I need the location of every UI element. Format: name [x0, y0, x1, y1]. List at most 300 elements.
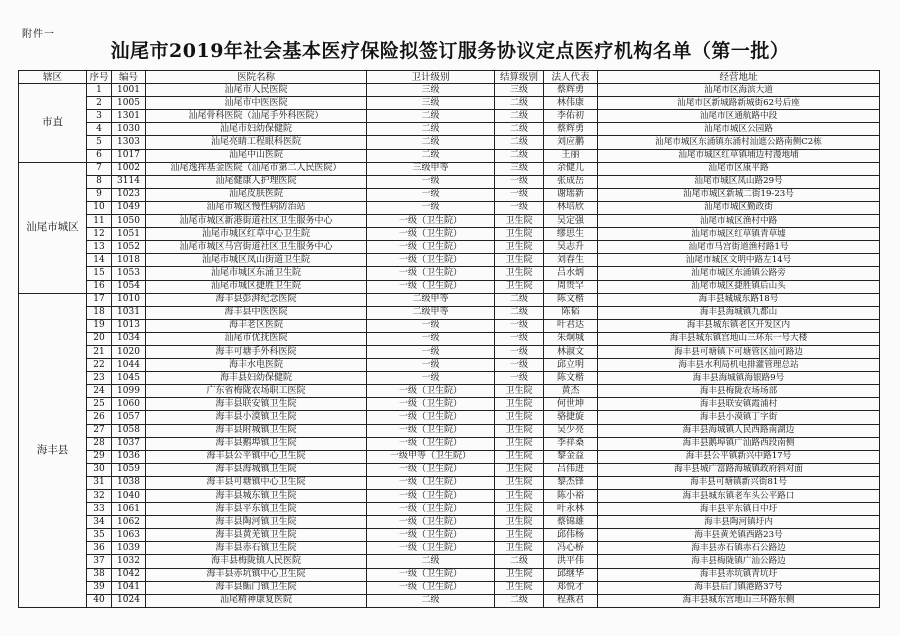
hospital-name-cell: 海丰县鹅埠镇卫生院: [146, 437, 367, 450]
row-code-cell: 3114: [112, 175, 146, 188]
address-cell: 海丰县赤坑镇青坑圩: [598, 568, 880, 581]
legal-rep-cell: 李佑初: [544, 110, 598, 123]
row-code-cell: 1303: [112, 136, 146, 149]
legal-rep-cell: 缪思生: [544, 228, 598, 241]
health-level-cell: 一级（卫生院）: [367, 516, 495, 529]
health-level-cell: 三级: [367, 84, 495, 97]
hospital-name-cell: 汕尾市城区凤山街道卫生院: [146, 254, 367, 267]
row-code-cell: 1020: [112, 345, 146, 358]
health-level-cell: 一级（卫生院）: [367, 529, 495, 542]
row-index-cell: 14: [87, 254, 112, 267]
table-row: [19, 437, 880, 450]
row-index-cell: 25: [87, 398, 112, 411]
legal-rep-cell: 骆捷旋: [544, 411, 598, 424]
table-row: [19, 267, 880, 280]
row-index-cell: 26: [87, 411, 112, 424]
row-index-cell: 13: [87, 241, 112, 254]
legal-rep-cell: 邱伟杨: [544, 529, 598, 542]
settlement-level-cell: 卫生院: [495, 476, 544, 489]
address-cell: 海丰县城东镇老区开发区内: [598, 319, 880, 332]
row-code-cell: 1024: [112, 594, 146, 607]
table-row: [19, 398, 880, 411]
hospital-name-cell: 汕尾健康人护理医院: [146, 175, 367, 188]
settlement-level-cell: 卫生院: [495, 503, 544, 516]
health-level-cell: 一级: [367, 175, 495, 188]
legal-rep-cell: 王丽: [544, 149, 598, 162]
legal-rep-cell: 李祥桑: [544, 437, 598, 450]
row-code-cell: 1010: [112, 293, 146, 306]
row-code-cell: 1301: [112, 110, 146, 123]
header-settlement-level: 结算级别: [495, 71, 544, 84]
hospital-name-cell: 汕尾市妇幼保健院: [146, 123, 367, 136]
hospital-name-cell: 海丰县小漠镇卫生院: [146, 411, 367, 424]
settlement-level-cell: 一级: [495, 188, 544, 201]
address-cell: 汕尾市城区红草镇青草墟: [598, 228, 880, 241]
region-cell: 汕尾市城区: [19, 162, 87, 293]
hospital-name-cell: 海丰县附城镇卫生院: [146, 424, 367, 437]
row-index-cell: 1: [87, 84, 112, 97]
health-level-cell: 一级（卫生院）: [367, 254, 495, 267]
legal-rep-cell: 林伟康: [544, 97, 598, 110]
row-index-cell: 18: [87, 306, 112, 319]
hospital-table: [18, 70, 880, 608]
row-code-cell: 1001: [112, 84, 146, 97]
settlement-level-cell: 卫生院: [495, 411, 544, 424]
row-code-cell: 1052: [112, 241, 146, 254]
hospital-name-cell: 海丰老区医院: [146, 319, 367, 332]
health-level-cell: 一级（卫生院）: [367, 411, 495, 424]
settlement-level-cell: 卫生院: [495, 424, 544, 437]
table-row: [19, 476, 880, 489]
row-index-cell: 3: [87, 110, 112, 123]
table-row: [19, 123, 880, 136]
health-level-cell: 三级: [367, 97, 495, 110]
address-cell: 汕尾市城区公园路: [598, 123, 880, 136]
row-code-cell: 1063: [112, 529, 146, 542]
settlement-level-cell: 二级: [495, 136, 544, 149]
health-level-cell: 一级: [367, 201, 495, 214]
table-row: [19, 162, 880, 175]
row-code-cell: 1034: [112, 332, 146, 345]
health-level-cell: 一级（卫生院）: [367, 503, 495, 516]
legal-rep-cell: 谢瑶新: [544, 188, 598, 201]
hospital-name-cell: 汕尾市城区马宫街道社区卫生服务中心: [146, 241, 367, 254]
table-row: [19, 319, 880, 332]
row-index-cell: 12: [87, 228, 112, 241]
health-level-cell: 二级: [367, 123, 495, 136]
row-code-cell: 1049: [112, 201, 146, 214]
row-index-cell: 10: [87, 201, 112, 214]
legal-rep-cell: 黎金益: [544, 450, 598, 463]
address-cell: 汕尾市城区文明中路左14号: [598, 254, 880, 267]
row-code-cell: 1051: [112, 228, 146, 241]
row-code-cell: 1044: [112, 359, 146, 372]
legal-rep-cell: 陈小裕: [544, 490, 598, 503]
hospital-name-cell: 海丰县妇幼保健院: [146, 372, 367, 385]
row-index-cell: 30: [87, 463, 112, 476]
table-row: [19, 345, 880, 358]
table-row: [19, 581, 880, 594]
legal-rep-cell: 程燕君: [544, 594, 598, 607]
health-level-cell: 一级（卫生院）: [367, 267, 495, 280]
header-hospital-name: 医院名称: [146, 71, 367, 84]
hospital-name-cell: 汕尾逸挥基金医院（汕尾市第二人民医院）: [146, 162, 367, 175]
address-cell: 海丰县陶河镇圩内: [598, 516, 880, 529]
address-cell: 海丰县小漠镇丁字街: [598, 411, 880, 424]
table-row: [19, 490, 880, 503]
hospital-name-cell: 海丰县可塘镇中心卫生院: [146, 476, 367, 489]
address-cell: 汕尾市城区凤山路29号: [598, 175, 880, 188]
table-row: [19, 254, 880, 267]
row-code-cell: 1062: [112, 516, 146, 529]
row-index-cell: 22: [87, 359, 112, 372]
table-row: [19, 463, 880, 476]
row-index-cell: 7: [87, 162, 112, 175]
row-index-cell: 20: [87, 332, 112, 345]
row-code-cell: 1099: [112, 385, 146, 398]
settlement-level-cell: 卫生院: [495, 385, 544, 398]
address-cell: 海丰县城东宫地山三环路东侧: [598, 594, 880, 607]
table-row: [19, 84, 880, 97]
address-cell: 汕尾市马宫街道渔村路1号: [598, 241, 880, 254]
table-row: [19, 280, 880, 293]
address-cell: 海丰县海城镇海银路9号: [598, 372, 880, 385]
health-level-cell: 二级: [367, 136, 495, 149]
table-row: [19, 555, 880, 568]
address-cell: 海丰县公平镇新兴中路17号: [598, 450, 880, 463]
table-row: [19, 372, 880, 385]
row-index-cell: 32: [87, 490, 112, 503]
row-code-cell: 1002: [112, 162, 146, 175]
hospital-name-cell: 海丰县赤坑镇中心卫生院: [146, 568, 367, 581]
row-index-cell: 31: [87, 476, 112, 489]
health-level-cell: 一级（卫生院）: [367, 568, 495, 581]
row-index-cell: 9: [87, 188, 112, 201]
row-code-cell: 1041: [112, 581, 146, 594]
legal-rep-cell: 吴志升: [544, 241, 598, 254]
address-cell: 海丰县梅陇镇广汕公路边: [598, 555, 880, 568]
legal-rep-cell: 冯心桥: [544, 542, 598, 555]
header-index: 序号: [87, 71, 112, 84]
row-index-cell: 2: [87, 97, 112, 110]
legal-rep-cell: 蔡辉勇: [544, 123, 598, 136]
settlement-level-cell: 卫生院: [495, 450, 544, 463]
settlement-level-cell: 卫生院: [495, 241, 544, 254]
settlement-level-cell: 一级: [495, 372, 544, 385]
row-index-cell: 33: [87, 503, 112, 516]
health-level-cell: 二级: [367, 149, 495, 162]
address-cell: 海丰县赤石镇赤石公路边: [598, 542, 880, 555]
table-row: [19, 293, 880, 306]
row-index-cell: 23: [87, 372, 112, 385]
settlement-level-cell: 二级: [495, 293, 544, 306]
hospital-name-cell: 海丰县海城镇卫生院: [146, 463, 367, 476]
health-level-cell: 一级（卫生院）: [367, 581, 495, 594]
table-row: [19, 201, 880, 214]
header-health-level: 卫计级别: [367, 71, 495, 84]
address-cell: 汕尾市城区新城二街19-23号: [598, 188, 880, 201]
header-address: 经营地址: [598, 71, 880, 84]
legal-rep-cell: 林淑文: [544, 345, 598, 358]
legal-rep-cell: 叶君达: [544, 319, 598, 332]
address-cell: 海丰县城东镇宫地山三环东一号大楼: [598, 332, 880, 345]
health-level-cell: 二级: [367, 555, 495, 568]
legal-rep-cell: 洪平伟: [544, 555, 598, 568]
row-index-cell: 19: [87, 319, 112, 332]
health-level-cell: 三级甲等: [367, 162, 495, 175]
table-row: [19, 424, 880, 437]
row-code-cell: 1059: [112, 463, 146, 476]
health-level-cell: 一级（卫生院）: [367, 398, 495, 411]
row-code-cell: 1057: [112, 411, 146, 424]
settlement-level-cell: 一级: [495, 332, 544, 345]
hospital-name-cell: 海丰县公平镇中心卫生院: [146, 450, 367, 463]
legal-rep-cell: 蔡锦雄: [544, 516, 598, 529]
hospital-name-cell: 海丰县鲘门镇卫生院: [146, 581, 367, 594]
hospital-name-cell: 汕尾市人民医院: [146, 84, 367, 97]
address-cell: 汕尾市区通航路中段: [598, 110, 880, 123]
row-index-cell: 11: [87, 215, 112, 228]
health-level-cell: 二级甲等: [367, 306, 495, 319]
row-code-cell: 1030: [112, 123, 146, 136]
row-index-cell: 16: [87, 280, 112, 293]
health-level-cell: 一级（卫生院）: [367, 385, 495, 398]
settlement-level-cell: 卫生院: [495, 398, 544, 411]
settlement-level-cell: 一级: [495, 319, 544, 332]
hospital-name-cell: 汕尾中山医院: [146, 149, 367, 162]
row-code-cell: 1058: [112, 424, 146, 437]
region-cell: 海丰县: [19, 293, 87, 607]
address-cell: 海丰县梅陇农场场部: [598, 385, 880, 398]
settlement-level-cell: 二级: [495, 97, 544, 110]
address-cell: 海丰县城东镇老车头公平路口: [598, 490, 880, 503]
address-cell: 汕尾市城区捷胜镇后山头: [598, 280, 880, 293]
hospital-name-cell: 海丰可塘手外科医院: [146, 345, 367, 358]
health-level-cell: 一级: [367, 332, 495, 345]
table-row: [19, 175, 880, 188]
attachment-label: 附件一: [22, 29, 55, 40]
table-row: [19, 136, 880, 149]
health-level-cell: 一级甲等（卫生院）: [367, 450, 495, 463]
health-level-cell: 二级: [367, 110, 495, 123]
legal-rep-cell: 叶永林: [544, 503, 598, 516]
table-row: [19, 359, 880, 372]
table-row: [19, 542, 880, 555]
legal-rep-cell: 黄杰: [544, 385, 598, 398]
legal-rep-cell: 吕水炳: [544, 267, 598, 280]
settlement-level-cell: 卫生院: [495, 463, 544, 476]
table-row: [19, 306, 880, 319]
hospital-name-cell: 海丰水电医院: [146, 359, 367, 372]
row-code-cell: 1018: [112, 254, 146, 267]
table-row: [19, 97, 880, 110]
settlement-level-cell: 一级: [495, 345, 544, 358]
row-code-cell: 1060: [112, 398, 146, 411]
settlement-level-cell: 卫生院: [495, 529, 544, 542]
hospital-name-cell: 汕尾皮肤医院: [146, 188, 367, 201]
table-row: [19, 568, 880, 581]
health-level-cell: 一级（卫生院）: [367, 542, 495, 555]
row-index-cell: 35: [87, 529, 112, 542]
hospital-name-cell: 汕尾市城区红草中心卫生院: [146, 228, 367, 241]
settlement-level-cell: 二级: [495, 149, 544, 162]
legal-rep-cell: 吴少亮: [544, 424, 598, 437]
address-cell: 汕尾市城区勤政街: [598, 201, 880, 214]
address-cell: 海丰县鹅埠镇广汕路西段南侧: [598, 437, 880, 450]
settlement-level-cell: 卫生院: [495, 280, 544, 293]
table-body: [19, 84, 880, 608]
settlement-level-cell: 三级: [495, 162, 544, 175]
address-cell: 海丰县海城镇人民西路南湖边: [598, 424, 880, 437]
legal-rep-cell: 陈文楷: [544, 293, 598, 306]
hospital-name-cell: 广东省梅陇农场职工医院: [146, 385, 367, 398]
address-cell: 海丰县城广富路海城镇政府斜对面: [598, 463, 880, 476]
address-cell: 汕尾市城区红草镇埔边村漫地埔: [598, 149, 880, 162]
row-index-cell: 8: [87, 175, 112, 188]
legal-rep-cell: 蔡辉勇: [544, 84, 598, 97]
row-code-cell: 1032: [112, 555, 146, 568]
row-index-cell: 29: [87, 450, 112, 463]
row-index-cell: 39: [87, 581, 112, 594]
row-index-cell: 17: [87, 293, 112, 306]
legal-rep-cell: 林培欣: [544, 201, 598, 214]
settlement-level-cell: 卫生院: [495, 228, 544, 241]
hospital-name-cell: 汕尾市城区东涌卫生院: [146, 267, 367, 280]
table-row: [19, 241, 880, 254]
settlement-level-cell: 卫生院: [495, 490, 544, 503]
hospital-name-cell: 海丰县中医医院: [146, 306, 367, 319]
row-index-cell: 6: [87, 149, 112, 162]
hospital-name-cell: 汕尾市城区捷胜卫生院: [146, 280, 367, 293]
row-index-cell: 34: [87, 516, 112, 529]
row-code-cell: 1013: [112, 319, 146, 332]
hospital-name-cell: 海丰县联安镇卫生院: [146, 398, 367, 411]
hospital-name-cell: 海丰县城东镇卫生院: [146, 490, 367, 503]
settlement-level-cell: 卫生院: [495, 568, 544, 581]
table-row: [19, 503, 880, 516]
row-code-cell: 1023: [112, 188, 146, 201]
row-index-cell: 5: [87, 136, 112, 149]
legal-rep-cell: 吕伟进: [544, 463, 598, 476]
settlement-level-cell: 三级: [495, 84, 544, 97]
row-code-cell: 1042: [112, 568, 146, 581]
health-level-cell: 二级: [367, 594, 495, 607]
row-code-cell: 1050: [112, 215, 146, 228]
address-cell: 汕尾市城区渔村中路: [598, 215, 880, 228]
address-cell: 汕尾市城区东涌镇公路旁: [598, 267, 880, 280]
table-row: [19, 332, 880, 345]
health-level-cell: 一级: [367, 319, 495, 332]
row-index-cell: 27: [87, 424, 112, 437]
address-cell: 海丰县城城东路18号: [598, 293, 880, 306]
health-level-cell: 一级（卫生院）: [367, 476, 495, 489]
table-row: [19, 385, 880, 398]
table-row: [19, 594, 880, 607]
table-row: [19, 149, 880, 162]
hospital-name-cell: 海丰县赤石镇卫生院: [146, 542, 367, 555]
table-row: [19, 228, 880, 241]
health-level-cell: 一级（卫生院）: [367, 215, 495, 228]
row-index-cell: 36: [87, 542, 112, 555]
health-level-cell: 一级（卫生院）: [367, 280, 495, 293]
legal-rep-cell: 张成岳: [544, 175, 598, 188]
row-code-cell: 1054: [112, 280, 146, 293]
document-title: 汕尾市2019年社会基本医疗保险拟签订服务协议定点医疗机构名单（第一批）: [110, 40, 790, 62]
header-legal-rep: 法人代表: [544, 71, 598, 84]
legal-rep-cell: 刘春生: [544, 254, 598, 267]
address-cell: 汕尾市区新城路新城街62号后座: [598, 97, 880, 110]
table-header-row: [19, 71, 880, 84]
legal-rep-cell: 黎杰锋: [544, 476, 598, 489]
legal-rep-cell: 吴定强: [544, 215, 598, 228]
table-row: [19, 450, 880, 463]
hospital-name-cell: 汕尾市中医医院: [146, 97, 367, 110]
health-level-cell: 一级: [367, 372, 495, 385]
settlement-level-cell: 一级: [495, 175, 544, 188]
settlement-level-cell: 一级: [495, 201, 544, 214]
health-level-cell: 一级（卫生院）: [367, 241, 495, 254]
settlement-level-cell: 卫生院: [495, 215, 544, 228]
address-cell: 汕尾市区海滨大道: [598, 84, 880, 97]
row-code-cell: 1040: [112, 490, 146, 503]
legal-rep-cell: 余健儿: [544, 162, 598, 175]
settlement-level-cell: 二级: [495, 555, 544, 568]
hospital-name-cell: 海丰县陶河镇卫生院: [146, 516, 367, 529]
row-index-cell: 4: [87, 123, 112, 136]
legal-rep-cell: 邱立明: [544, 359, 598, 372]
row-code-cell: 1039: [112, 542, 146, 555]
address-cell: 海丰县联安镇霞浦村: [598, 398, 880, 411]
hospital-name-cell: 汕尾市城区新港街道社区卫生服务中心: [146, 215, 367, 228]
row-code-cell: 1031: [112, 306, 146, 319]
address-cell: 海丰县平东镇日中圩: [598, 503, 880, 516]
row-code-cell: 1061: [112, 503, 146, 516]
table-row: [19, 110, 880, 123]
legal-rep-cell: 陈文楷: [544, 372, 598, 385]
settlement-level-cell: 卫生院: [495, 542, 544, 555]
hospital-name-cell: 汕尾骨科医院（汕尾手外科医院）: [146, 110, 367, 123]
table-row: [19, 215, 880, 228]
row-code-cell: 1017: [112, 149, 146, 162]
hospital-name-cell: 汕尾市优抚医院: [146, 332, 367, 345]
settlement-level-cell: 二级: [495, 123, 544, 136]
row-index-cell: 40: [87, 594, 112, 607]
health-level-cell: 一级（卫生院）: [367, 437, 495, 450]
address-cell: 海丰县可塘镇下可塘管区汕可路边: [598, 345, 880, 358]
address-cell: 汕尾市区康平路: [598, 162, 880, 175]
hospital-name-cell: 汕尾市城区慢性病防治站: [146, 201, 367, 214]
health-level-cell: 一级（卫生院）: [367, 490, 495, 503]
row-index-cell: 21: [87, 345, 112, 358]
row-code-cell: 1037: [112, 437, 146, 450]
legal-rep-cell: 刘应鹏: [544, 136, 598, 149]
address-cell: 海丰县海城镇九都山: [598, 306, 880, 319]
legal-rep-cell: 周贵罕: [544, 280, 598, 293]
health-level-cell: 二级甲等: [367, 293, 495, 306]
settlement-level-cell: 二级: [495, 306, 544, 319]
legal-rep-cell: 朱炯城: [544, 332, 598, 345]
row-code-cell: 1045: [112, 372, 146, 385]
health-level-cell: 一级（卫生院）: [367, 228, 495, 241]
legal-rep-cell: 郑悦才: [544, 581, 598, 594]
hospital-name-cell: 汕尾亮睛工程眼科医院: [146, 136, 367, 149]
row-index-cell: 28: [87, 437, 112, 450]
health-level-cell: 一级（卫生院）: [367, 424, 495, 437]
table-row: [19, 188, 880, 201]
health-level-cell: 一级: [367, 345, 495, 358]
region-cell: 市直: [19, 84, 87, 163]
settlement-level-cell: 卫生院: [495, 581, 544, 594]
